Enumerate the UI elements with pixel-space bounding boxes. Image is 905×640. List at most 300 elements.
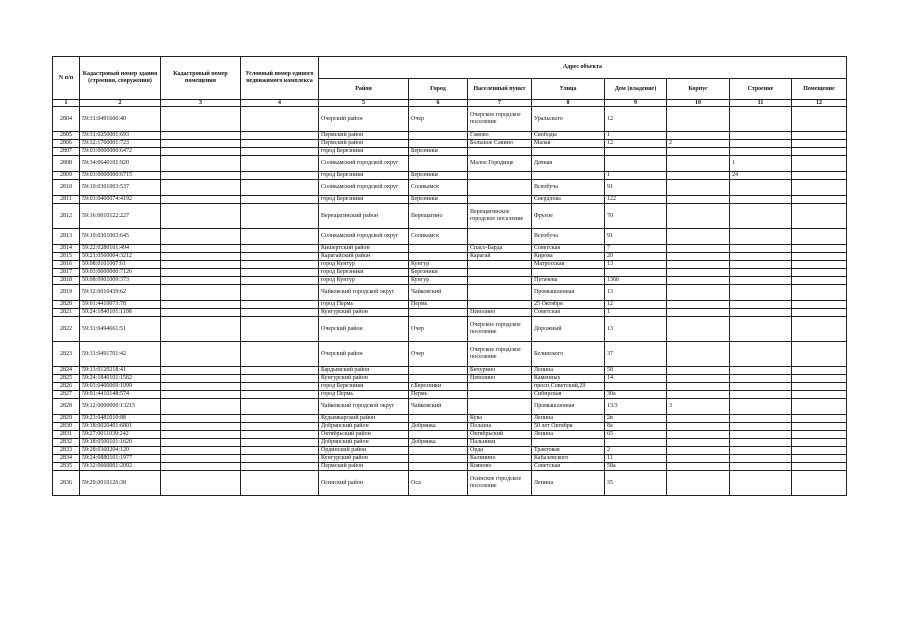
settlement-cell: Орда [468, 447, 532, 455]
street-cell: Пугачева [532, 277, 605, 285]
conditional-number-cell [241, 423, 319, 431]
table-row [53, 447, 847, 455]
premises-cell [792, 423, 847, 431]
settlement-cell: Очерское городское поселение [468, 317, 532, 342]
settlement-cell: Спасо-Барда [468, 245, 532, 253]
premises-cell [792, 342, 847, 367]
district-cell: Карагайский район [319, 253, 409, 261]
cadastral-building-cell: 59:24:1840101:1562 [80, 375, 161, 383]
premises-cell [792, 180, 847, 196]
city-cell [409, 455, 468, 463]
header-house: Дом (владение) [605, 79, 667, 100]
city-cell: Очер [409, 342, 468, 367]
cadastral-premises-cell [161, 463, 241, 471]
street-cell: Советская [532, 309, 605, 317]
district-cell: Очерский район [319, 317, 409, 342]
premises-cell [792, 301, 847, 309]
row-number: 2816 [53, 261, 80, 269]
cadastral-building-cell: 59:31:0250001:693 [80, 132, 161, 140]
district-cell: Пермский район [319, 463, 409, 471]
table-row [53, 204, 847, 229]
building-cell [730, 277, 792, 285]
table-row [53, 471, 847, 496]
city-cell [409, 140, 468, 148]
table-row [53, 253, 847, 261]
street-cell: Малая [532, 140, 605, 148]
cadastral-building-cell: 59:12:0010439:62 [80, 285, 161, 301]
street-cell: Каменных [532, 375, 605, 383]
premises-cell [792, 415, 847, 423]
house-cell: 13/3 [605, 399, 667, 415]
district-cell: город Пермь [319, 301, 409, 309]
settlement-cell [468, 277, 532, 285]
city-cell: Пермь [409, 391, 468, 399]
corpus-cell: 2 [667, 140, 730, 148]
building-cell: 1 [730, 156, 792, 172]
district-cell: город Березники [319, 148, 409, 156]
header-district: Район [319, 79, 409, 100]
district-cell: Очерский район [319, 107, 409, 132]
column-number: 3 [161, 100, 241, 107]
conditional-number-cell [241, 375, 319, 383]
table-row [53, 132, 847, 140]
cadastral-building-cell: 59:03:0400069:1099 [80, 383, 161, 391]
building-cell [730, 301, 792, 309]
house-cell: 8а [605, 423, 667, 431]
conditional-number-cell [241, 391, 319, 399]
premises-cell [792, 463, 847, 471]
corpus-cell [667, 309, 730, 317]
conditional-number-cell [241, 107, 319, 132]
conditional-number-cell [241, 439, 319, 447]
premises-cell [792, 229, 847, 245]
settlement-cell: Кояново [468, 463, 532, 471]
street-cell: Сибирская [532, 391, 605, 399]
house-cell: 30а [605, 391, 667, 399]
cadastral-building-cell: 59:01:4410073:78 [80, 301, 161, 309]
cadastral-building-cell: 59:01:4410148:574 [80, 391, 161, 399]
table-row [53, 463, 847, 471]
city-cell: Очер [409, 317, 468, 342]
district-cell: Пермский район [319, 132, 409, 140]
street-cell: Промышленная [532, 399, 605, 415]
cadastral-premises-cell [161, 196, 241, 204]
city-cell: Соликамск [409, 229, 468, 245]
cadastral-building-cell: 59:16:0010122:227 [80, 204, 161, 229]
cadastral-premises-cell [161, 399, 241, 415]
cadastral-premises-cell [161, 180, 241, 196]
city-cell: Пермь [409, 301, 468, 309]
table-row [53, 229, 847, 245]
street-cell: Промышленная [532, 285, 605, 301]
row-number: 2810 [53, 180, 80, 196]
premises-cell [792, 285, 847, 301]
house-cell: 20 [605, 253, 667, 261]
settlement-cell [468, 196, 532, 204]
conditional-number-cell [241, 342, 319, 367]
premises-cell [792, 156, 847, 172]
street-cell: Ленина [532, 471, 605, 496]
cadastral-premises-cell [161, 423, 241, 431]
house-cell: 91 [605, 180, 667, 196]
row-number: 2820 [53, 301, 80, 309]
cadastral-building-cell: 59:31:0491606:40 [80, 107, 161, 132]
row-number: 2835 [53, 463, 80, 471]
house-cell: 91 [605, 229, 667, 245]
district-cell: Соликамский городской округ [319, 156, 409, 172]
conditional-number-cell [241, 156, 319, 172]
cadastral-premises-cell [161, 261, 241, 269]
street-cell: Дорожный [532, 317, 605, 342]
settlement-cell [468, 399, 532, 415]
building-cell [730, 140, 792, 148]
city-cell: Кунгур [409, 277, 468, 285]
city-cell: Очер [409, 107, 468, 132]
street-cell: Свердлова [532, 196, 605, 204]
building-cell [730, 253, 792, 261]
street-cell: Ленина [532, 367, 605, 375]
corpus-cell [667, 301, 730, 309]
table-row [53, 148, 847, 156]
settlement-cell: Бичурино [468, 367, 532, 375]
corpus-cell: 3 [667, 399, 730, 415]
corpus-cell [667, 375, 730, 383]
street-cell: 25 Октября [532, 301, 605, 309]
house-cell [605, 383, 667, 391]
corpus-cell [667, 391, 730, 399]
conditional-number-cell [241, 285, 319, 301]
cadastral-premises-cell [161, 342, 241, 367]
building-cell [730, 269, 792, 277]
table-row [53, 317, 847, 342]
cadastral-building-cell: 59:08:0901009:373 [80, 277, 161, 285]
district-cell: Кишертский район [319, 245, 409, 253]
district-cell: город Березники [319, 196, 409, 204]
cadastral-building-cell: 59:31:0491701:42 [80, 342, 161, 367]
settlement-cell: Очерское городское поселение [468, 342, 532, 367]
city-cell: Добрянка [409, 423, 468, 431]
premises-cell [792, 172, 847, 180]
settlement-cell [468, 148, 532, 156]
cadastral-premises-cell [161, 204, 241, 229]
cadastral-building-cell: 59:18:0020401:6801 [80, 423, 161, 431]
premises-cell [792, 269, 847, 277]
column-number: 8 [532, 100, 605, 107]
city-cell [409, 156, 468, 172]
settlement-cell: Неволино [468, 375, 532, 383]
conditional-number-cell [241, 132, 319, 140]
street-cell: Фрунзе [532, 204, 605, 229]
cadastral-building-cell: 59:27:0011039:242 [80, 431, 161, 439]
premises-cell [792, 431, 847, 439]
row-number: 2811 [53, 196, 80, 204]
conditional-number-cell [241, 415, 319, 423]
house-cell: 13 [605, 285, 667, 301]
district-cell: Верещагинский район [319, 204, 409, 229]
district-cell: Соликамский городской округ [319, 180, 409, 196]
cadastral-building-cell: 59:28:0360204:120 [80, 447, 161, 455]
city-cell [409, 463, 468, 471]
city-cell: г.Березники [409, 383, 468, 391]
street-cell: Ленина [532, 415, 605, 423]
column-number: 11 [730, 100, 792, 107]
table-row [53, 383, 847, 391]
cadastral-premises-cell [161, 317, 241, 342]
cadastral-premises-cell [161, 431, 241, 439]
conditional-number-cell [241, 140, 319, 148]
city-cell [409, 253, 468, 261]
building-cell [730, 471, 792, 496]
column-number: 12 [792, 100, 847, 107]
city-cell: Чайковский [409, 399, 468, 415]
premises-cell [792, 391, 847, 399]
district-cell: Кунгурский район [319, 309, 409, 317]
column-number: 6 [409, 100, 468, 107]
house-cell: 12 [605, 107, 667, 132]
corpus-cell [667, 463, 730, 471]
table-row [53, 342, 847, 367]
building-cell [730, 463, 792, 471]
premises-cell [792, 277, 847, 285]
settlement-cell [468, 269, 532, 277]
row-number: 2831 [53, 431, 80, 439]
header-address-group: Адрес объекта [319, 57, 847, 79]
table-row [53, 455, 847, 463]
district-cell: Ординский район [319, 447, 409, 455]
building-cell [730, 423, 792, 431]
conditional-number-cell [241, 317, 319, 342]
district-cell: Бардымский район [319, 367, 409, 375]
house-cell: 12 [605, 140, 667, 148]
corpus-cell [667, 383, 730, 391]
building-cell [730, 375, 792, 383]
street-cell: Свободы [532, 132, 605, 140]
cadastral-premises-cell [161, 253, 241, 261]
table-row [53, 156, 847, 172]
house-cell: 13 [605, 261, 667, 269]
corpus-cell [667, 423, 730, 431]
settlement-cell: Калинино [468, 455, 532, 463]
district-cell: Кунгурский район [319, 375, 409, 383]
settlement-cell: Октябрьский [468, 431, 532, 439]
premises-cell [792, 309, 847, 317]
row-number: 2829 [53, 415, 80, 423]
premises-cell [792, 253, 847, 261]
district-cell: Пермский район [319, 140, 409, 148]
cadastral-premises-cell [161, 140, 241, 148]
corpus-cell [667, 107, 730, 132]
settlement-cell [468, 229, 532, 245]
building-cell [730, 455, 792, 463]
building-cell [730, 415, 792, 423]
premises-cell [792, 375, 847, 383]
conditional-number-cell [241, 399, 319, 415]
corpus-cell [667, 447, 730, 455]
cadastral-building-cell: 59:03:0400074:4192 [80, 196, 161, 204]
row-number: 2832 [53, 439, 80, 447]
corpus-cell [667, 132, 730, 140]
premises-cell [792, 196, 847, 204]
corpus-cell [667, 285, 730, 301]
cadastral-premises-cell [161, 309, 241, 317]
table-row [53, 415, 847, 423]
conditional-number-cell [241, 301, 319, 309]
house-cell [605, 269, 667, 277]
city-cell: Кунгур [409, 261, 468, 269]
column-number: 2 [80, 100, 161, 107]
city-cell [409, 132, 468, 140]
building-cell [730, 431, 792, 439]
city-cell [409, 375, 468, 383]
column-number: 10 [667, 100, 730, 107]
street-cell: Советская [532, 245, 605, 253]
cadastral-premises-cell [161, 269, 241, 277]
street-cell: Советская [532, 463, 605, 471]
conditional-number-cell [241, 455, 319, 463]
premises-cell [792, 471, 847, 496]
cadastral-premises-cell [161, 455, 241, 463]
house-cell [605, 148, 667, 156]
building-cell [730, 261, 792, 269]
register-rows [53, 107, 847, 496]
building-cell [730, 180, 792, 196]
cadastral-premises-cell [161, 471, 241, 496]
house-cell: 1 [605, 132, 667, 140]
corpus-cell [667, 269, 730, 277]
table-row [53, 269, 847, 277]
house-cell: 12 [605, 301, 667, 309]
row-number: 2833 [53, 447, 80, 455]
settlement-cell: Малое Городище [468, 156, 532, 172]
conditional-number-cell [241, 148, 319, 156]
cadastral-premises-cell [161, 285, 241, 301]
table-row [53, 391, 847, 399]
district-cell: город Пермь [319, 391, 409, 399]
settlement-cell [468, 285, 532, 301]
house-cell: 1 [605, 172, 667, 180]
corpus-cell [667, 261, 730, 269]
header-city: Город [409, 79, 468, 100]
house-cell: 35 [605, 471, 667, 496]
row-number: 2826 [53, 383, 80, 391]
conditional-number-cell [241, 463, 319, 471]
property-register-table [52, 56, 847, 496]
row-number: 2834 [53, 455, 80, 463]
cadastral-premises-cell [161, 172, 241, 180]
street-cell: Кирова [532, 253, 605, 261]
district-cell: Добрянский район [319, 439, 409, 447]
column-number: 7 [468, 100, 532, 107]
settlement-cell [468, 261, 532, 269]
house-cell: 58а [605, 463, 667, 471]
city-cell: Оса [409, 471, 468, 496]
row-number: 2809 [53, 172, 80, 180]
building-cell [730, 285, 792, 301]
cadastral-building-cell: 59:13:0120218:41 [80, 367, 161, 375]
row-number: 2808 [53, 156, 80, 172]
table-row [53, 196, 847, 204]
premises-cell [792, 447, 847, 455]
table-row [53, 180, 847, 196]
district-cell: Кудымкарский район [319, 415, 409, 423]
corpus-cell [667, 342, 730, 367]
cadastral-building-cell: 59:03:0000000:7126 [80, 269, 161, 277]
conditional-number-cell [241, 245, 319, 253]
building-cell [730, 399, 792, 415]
table-row [53, 245, 847, 253]
street-cell: Уральского [532, 107, 605, 132]
cadastral-premises-cell [161, 447, 241, 455]
city-cell: Добрянка [409, 439, 468, 447]
settlement-cell [468, 172, 532, 180]
cadastral-building-cell: 59:32:0660001:2092 [80, 463, 161, 471]
building-cell: 24 [730, 172, 792, 180]
header-building: Строение [730, 79, 792, 100]
corpus-cell [667, 196, 730, 204]
corpus-cell [667, 148, 730, 156]
corpus-cell [667, 245, 730, 253]
header-settlement: Населенный пункт [468, 79, 532, 100]
table-row [53, 301, 847, 309]
district-cell: город Березники [319, 172, 409, 180]
premises-cell [792, 204, 847, 229]
house-cell: 1 [605, 309, 667, 317]
premises-cell [792, 107, 847, 132]
conditional-number-cell [241, 229, 319, 245]
corpus-cell [667, 439, 730, 447]
table-row [53, 285, 847, 301]
city-cell [409, 431, 468, 439]
conditional-number-cell [241, 367, 319, 375]
building-cell [730, 383, 792, 391]
settlement-cell: Осинское городское поселение [468, 471, 532, 496]
city-cell: Чайковский [409, 285, 468, 301]
row-number: 2830 [53, 423, 80, 431]
cadastral-building-cell: 59:31:0494661:51 [80, 317, 161, 342]
row-number: 2819 [53, 285, 80, 301]
building-cell [730, 132, 792, 140]
settlement-cell [468, 383, 532, 391]
district-cell: Кунгурский район [319, 455, 409, 463]
house-cell [605, 439, 667, 447]
settlement-cell: Верещагинское городское поселение [468, 204, 532, 229]
city-cell: Соликамск [409, 180, 468, 196]
table-row [53, 309, 847, 317]
settlement-cell: Очерское городское поселение [468, 107, 532, 132]
building-cell [730, 317, 792, 342]
table-row [53, 423, 847, 431]
cadastral-building-cell: 59:10:0301003:537 [80, 180, 161, 196]
city-cell: Березники [409, 172, 468, 180]
row-number: 2822 [53, 317, 80, 342]
settlement-cell: Неволино [468, 309, 532, 317]
street-cell: Матросская [532, 261, 605, 269]
cadastral-premises-cell [161, 415, 241, 423]
premises-cell [792, 455, 847, 463]
header-cadastral-building: Кадастровый номер здания (строения, сооружения) [80, 57, 161, 100]
settlement-cell: Гамово [468, 132, 532, 140]
cadastral-premises-cell [161, 301, 241, 309]
column-number: 1 [53, 100, 80, 107]
row-number: 2827 [53, 391, 80, 399]
building-cell [730, 367, 792, 375]
table-row [53, 107, 847, 132]
cadastral-building-cell: 59:22:0280101:494 [80, 245, 161, 253]
row-number: 2828 [53, 399, 80, 415]
city-cell [409, 245, 468, 253]
settlement-cell [468, 180, 532, 196]
header-corpus: Корпус [667, 79, 730, 100]
